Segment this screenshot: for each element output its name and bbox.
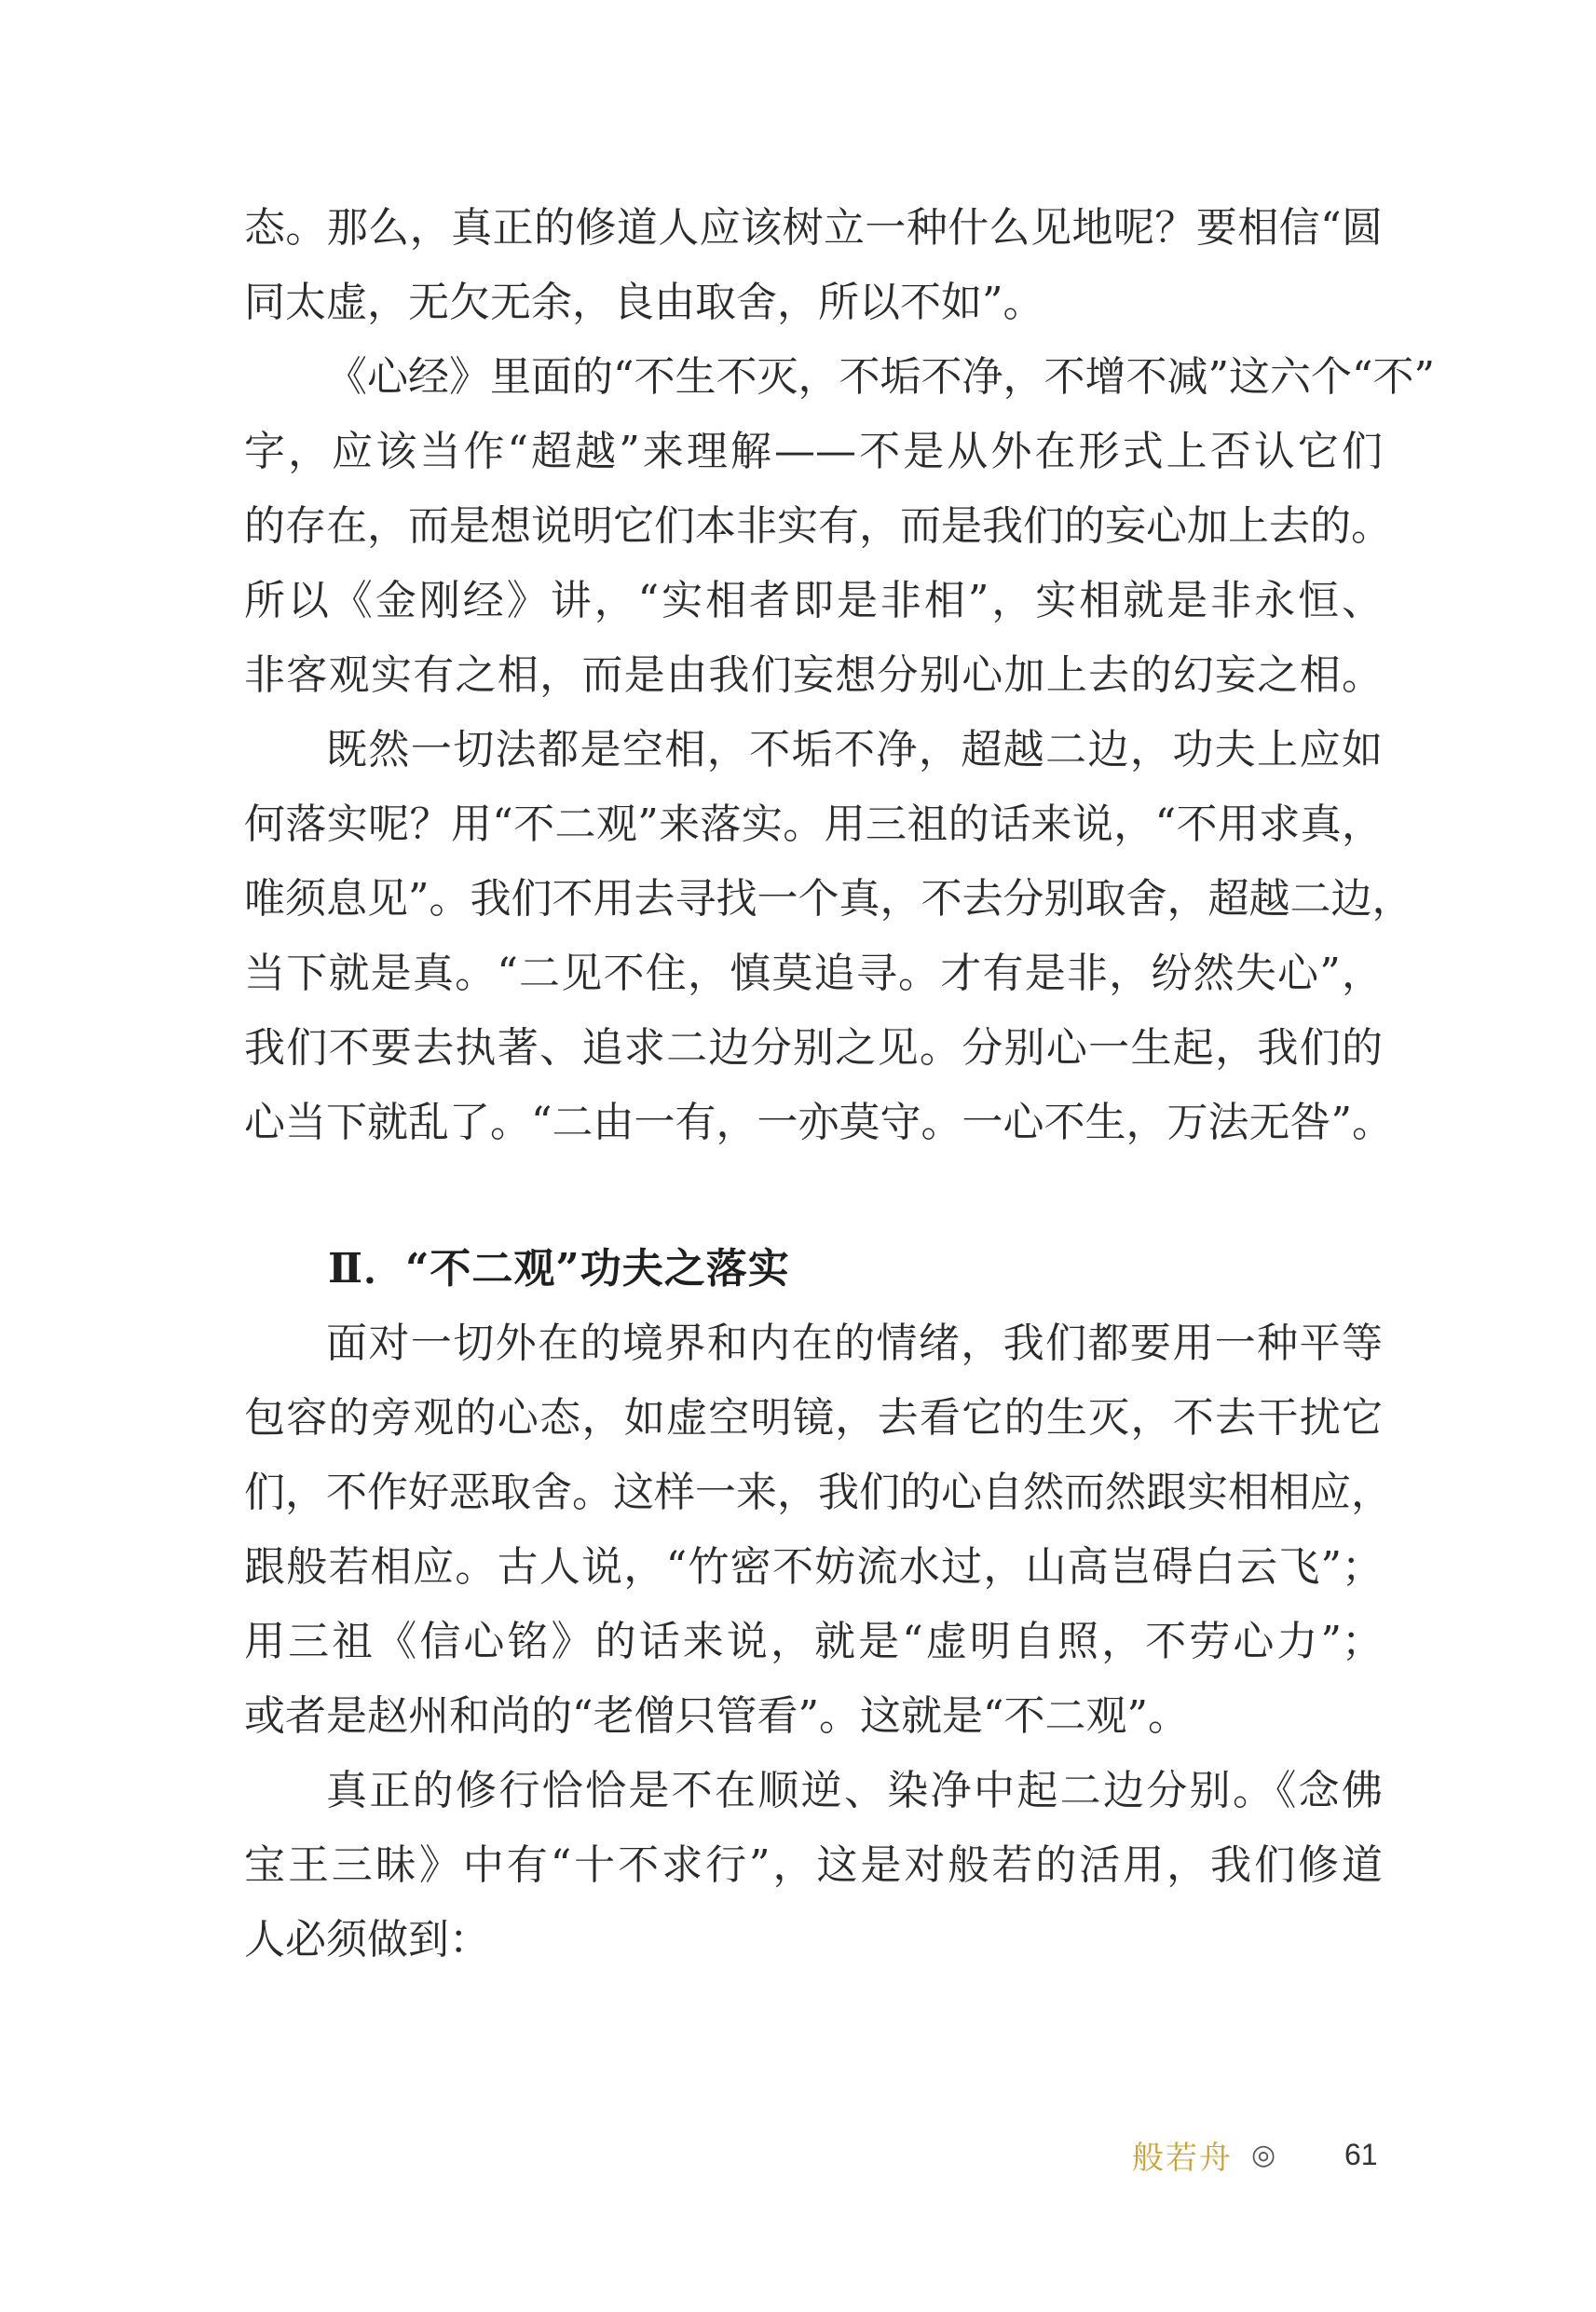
text-block-top: [244, 191, 1435, 1160]
page-number: 61: [1344, 2138, 1378, 2171]
paragraph-line: 面对一切外在的境界和内在的情绪，我们都要用一种平等: [326, 1320, 1383, 1367]
paragraph-line: 《心经》里面的“不生不灭，不垢不净，不增不减”这六个“不”: [326, 353, 1435, 401]
paragraph-line: 唯须息见”。我们不用去寻找一个真，不去分别取舍，超越二边，: [244, 875, 1413, 923]
paragraph-line: 当下就是真。“二见不住，慎莫追寻。才有是非，纷然失心”，: [244, 950, 1383, 997]
paragraph-line: 我们不要去执著、追求二边分别之见。分别心一生起，我们的: [244, 1024, 1383, 1072]
page-footer: [1132, 2127, 1275, 2182]
paragraph-line: 跟般若相应。古人说，“竹密不妨流水过，山高岂碍白云飞”；: [244, 1543, 1383, 1591]
paragraph-line: 既然一切法都是空相，不垢不净，超越二边，功夫上应如: [326, 726, 1383, 773]
paragraph-line: 宝王三昧》中有“十不求行”，这是对般若的活用，我们修道: [244, 1841, 1383, 1889]
paragraph-line: 用三祖《信心铭》的话来说，就是“虚明自照，不劳心力”；: [244, 1618, 1383, 1665]
paragraph-line: 态。那么，真正的修道人应该树立一种什么见地呢？要相信“圆: [244, 204, 1383, 252]
book-title: 般若舟: [1132, 2139, 1233, 2177]
text-block-bottom: [244, 1306, 1392, 1977]
paragraph-line: 们，不作好恶取舍。这样一来，我们的心自然而然跟实相相应，: [244, 1469, 1392, 1516]
paragraph-line: 或者是赵州和尚的“老僧只管看”。这就是“不二观”。: [244, 1692, 1189, 1740]
paragraph-line: 真正的修行恰恰是不在顺逆、染净中起二边分别。《念佛: [326, 1767, 1383, 1814]
paragraph-line: 人必须做到：: [244, 1916, 490, 1963]
section-heading: Ⅱ．“不二观”功夫之落实: [328, 1245, 790, 1293]
paragraph-line: 非客观实有之相，而是由我们妄想分别心加上去的幻妄之相。: [244, 651, 1383, 699]
circle-ornament-icon: ◎: [1251, 2138, 1276, 2171]
paragraph-line: 包容的旁观的心态，如虚空明镜，去看它的生灭，不去干扰它: [244, 1394, 1383, 1442]
paragraph-line: 心当下就乱了。“二由一有，一亦莫守。一心不生，万法无咎”。: [244, 1099, 1393, 1146]
paragraph-line: 所以《金刚经》讲，“实相者即是非相”，实相就是非永恒、: [244, 577, 1383, 624]
paragraph-line: 同太虚，无欠无余，良由取舍，所以不如”。: [244, 279, 1044, 326]
paragraph-line: 字，应该当作“超越”来理解——不是从外在形式上否认它们: [244, 428, 1383, 475]
paragraph-line: 何落实呢？用“不二观”来落实。用三祖的话来说，“不用求真，: [244, 800, 1383, 848]
paragraph-line: 的存在，而是想说明它们本非实有，而是我们的妄心加上去的。: [244, 502, 1392, 550]
